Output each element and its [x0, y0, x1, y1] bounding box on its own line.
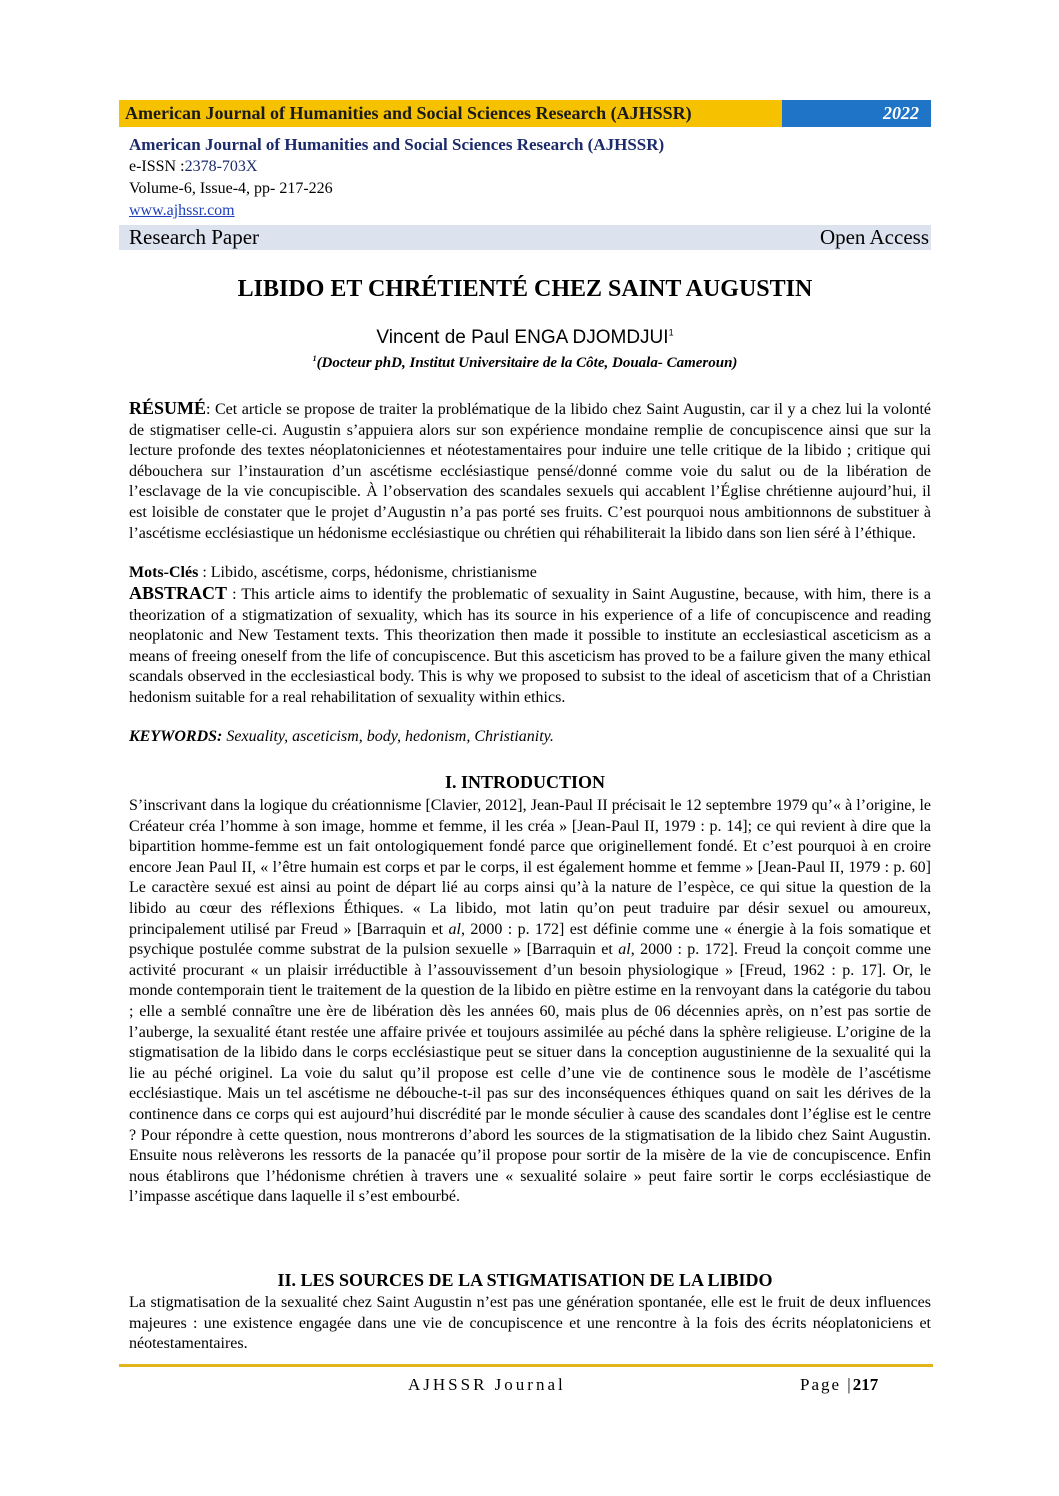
author-mark: 1 — [668, 327, 674, 338]
affiliation-line — [119, 354, 931, 372]
abstract-paragraph — [129, 583, 931, 709]
affiliation-text: (Docteur phD, Institut Universitaire de la Côte, Douala- Cameroun) — [316, 355, 738, 371]
keywords-line — [129, 727, 931, 748]
footer-journal: AJHSSR Journal — [408, 1375, 566, 1394]
mots-cles-label: Mots-Clés — [129, 564, 199, 581]
abstract-text: : This article aims to identify the problematic of sexuality in Saint Augustine, because, with him, there is a theorization of a stigmatization of sexuality, which has its source in his experience of a life of concupiscence and reading neoplatonic and New Testament texts. This theorization then made it possible to institute an ecclesiastical asceticism as a means of freeing oneself from the life of concupiscence. But this asceticism has proved to be a failure given the many ethical scandals observed in the ecclesiastical body. This is why we proposed to subsist to the ideal of asceticism that of a Christian hedonism suitable for a real rehabilitation of sexuality within ethics. — [129, 586, 931, 706]
abstract-label: ABSTRACT — [129, 583, 228, 603]
journal-header-year: 2022 — [782, 100, 931, 127]
mots-cles-text: : Libido, ascétisme, corps, hédonisme, christianisme — [198, 564, 537, 581]
journal-name: American Journal of Humanities and Social Sciences Research (AJHSSR) — [129, 135, 665, 154]
section-heading-sources: II. LES SOURCES DE LA STIGMATISATION DE LA LIBIDO — [277, 1270, 773, 1290]
issn-number: 2378-703X — [184, 158, 258, 175]
footer-page-label: Page | — [800, 1375, 853, 1394]
journal-meta — [129, 134, 929, 222]
paper-title: LIBIDO ET CHRÉTIENTÉ CHEZ SAINT AUGUSTIN — [237, 276, 813, 302]
intro-text-part-3: , 2000 : p. 172]. Freud la conçoit comme une activité procurant « un plaisir irréductible à l’assouvissement d’un besoin physiologique » [Freud, 1962 : p. 17]. Or, le monde contemporain tient le traitement de la question de la libido en piètre estime en la renvoyant dans la catégorie du tabou ; elle a semblé connaître une ère de libération dès les années 60, mais plus de 06 décennies après, on n’est pas sortie de l’auberge, la sexualité étant restée une affaire privée et toujours assimilée au péché dans la sphère religieuse. L’origine de la stigmatisation de la libido dans le corps ecclésiastique peut se situer dans la conception augustinienne de la sexualité qui la lie au péché originel. La voie du salut qu’il propose est celle d’une vie de continence sous le modèle de l’ascétisme ecclésiastique. Mais un tel ascétisme ne débouche-t-il pas sur des inconséquences éthiques quand on sait les dérives de la continence dans ce corps qui est aujourd’hui discrédité par le monde séculier à cause des scandales dont l’église est le centre ? Pour répondre à cette question, nous montrerons d’abord les sources de la stigmatisation de la libido chez Saint Augustin. Ensuite nous relèverons les ressorts de la panacée qu’il propose pour sortir de la misère de la vie de concupiscence. Enfin nous établirons que l’hédonisme chrétien à travers une « sexualité solaire » peut faire sortir le corps ecclésiastique de l’impasse ascétique dans laquelle il s’est embourbé. — [129, 941, 931, 1206]
journal-header-bar — [119, 100, 931, 127]
issn-line — [129, 156, 929, 178]
footer-page-number: 217 — [852, 1375, 879, 1394]
section-heading-introduction: I. INTRODUCTION — [444, 772, 606, 792]
mots-cles-line — [129, 563, 931, 584]
resume-paragraph — [129, 398, 931, 544]
sources-paragraph: La stigmatisation de la sexualité chez Saint Augustin n’est pas une génération spontanée, elle est le fruit de deux influences majeures : une existence engagée dans une vie de concupiscence et une rencontre à la fois des écrits néoplatoniciens et néotestamentaires. — [129, 1294, 931, 1353]
footer-page — [800, 1375, 878, 1395]
access-type-label: Open Access — [819, 225, 929, 249]
footer-rule — [119, 1364, 933, 1367]
keywords-text: Sexuality, asceticism, body, hedonism, Christianity. — [222, 728, 554, 745]
journal-header-title: American Journal of Humanities and Social Sciences Research (AJHSSR) — [119, 100, 782, 127]
intro-etal-2: al — [618, 941, 631, 959]
intro-etal-1: al — [448, 920, 461, 938]
issn-label: e-ISSN : — [129, 158, 185, 175]
intro-text-part-1: S’inscrivant dans la logique du créationnisme [Clavier, 2012], Jean-Paul II précisait le 12 septembre 1979 qu’« à l’origine, le Créateur créa l’homme à son image, homme et femme, il les créa » [Jean-Paul II, 1979 : p. 14]; ce qui revient à dire que la bipartition homme-femme est un fait ontologiquement fondé parce que originellement fondé. Et c’est pourquoi à en croire encore Jean Paul II, « l’être humain est corps et par le corps, il est également homme et femme » [Jean-Paul II, 1979 : p. 60] Le caractère sexué est ainsi au point de départ lié au corps ainsi qu’à la nature de l’espèce, ce qui situe la question de la libido au cœur des réflexions Éthiques. « La libido, mot latin qu’on peut traduire par désir sexuel ou amoureux, principalement utilisé par Freud » [Barraquin et — [129, 797, 931, 938]
paper-type-bar — [119, 225, 931, 250]
affiliation-mark: 1 — [312, 354, 317, 363]
keywords-label: KEYWORDS: — [129, 728, 223, 745]
resume-text: : Cet article se propose de traiter la problématique de la libido chez Saint Augustin, car il y a chez lui la volonté de stigmatiser celle-ci. Augustin s’appuiera alors sur son expérience mondaine remplie de concupiscence ainsi que sur la lecture profonde des textes néoplatoniciennes et néotestamentaires pour induire une telle critique de la libido ; critique qui débouchera sur l’instauration d’un ascétisme ecclésiastique pensé/donné comme voie du salut ou de la libération de l’esclavage de la vie concupiscible. À l’observation des scandales sexuels qui accablent l’Église chrétienne aujourd’hui, il est loisible de constater que le projet d’Augustin n’a pas porté ses fruits. C’est pourquoi nous ambitionnons de substituer à l’ascétisme ecclésiastique un hédonisme ecclésiastique ou chrétien qui réhabiliterait la libido dans son lien séré à l’éthique. — [129, 401, 931, 542]
author-line — [119, 327, 931, 349]
author-name: Vincent de Paul ENGA DJOMDJUI — [376, 327, 669, 348]
intro-text-part-2: , 2000 : p. 172] est définie comme une « énergie à la fois somatique et psychique postulée comme substrat de la pulsion sexuelle » [Barraquin et — [129, 920, 931, 959]
paper-type-label: Research Paper — [129, 225, 260, 249]
introduction-paragraph — [129, 796, 931, 1208]
journal-url-link[interactable]: www.ajhssr.com — [129, 202, 235, 219]
resume-label: RÉSUMÉ — [129, 398, 207, 418]
volume-line: Volume-6, Issue-4, pp- 217-226 — [129, 180, 333, 197]
